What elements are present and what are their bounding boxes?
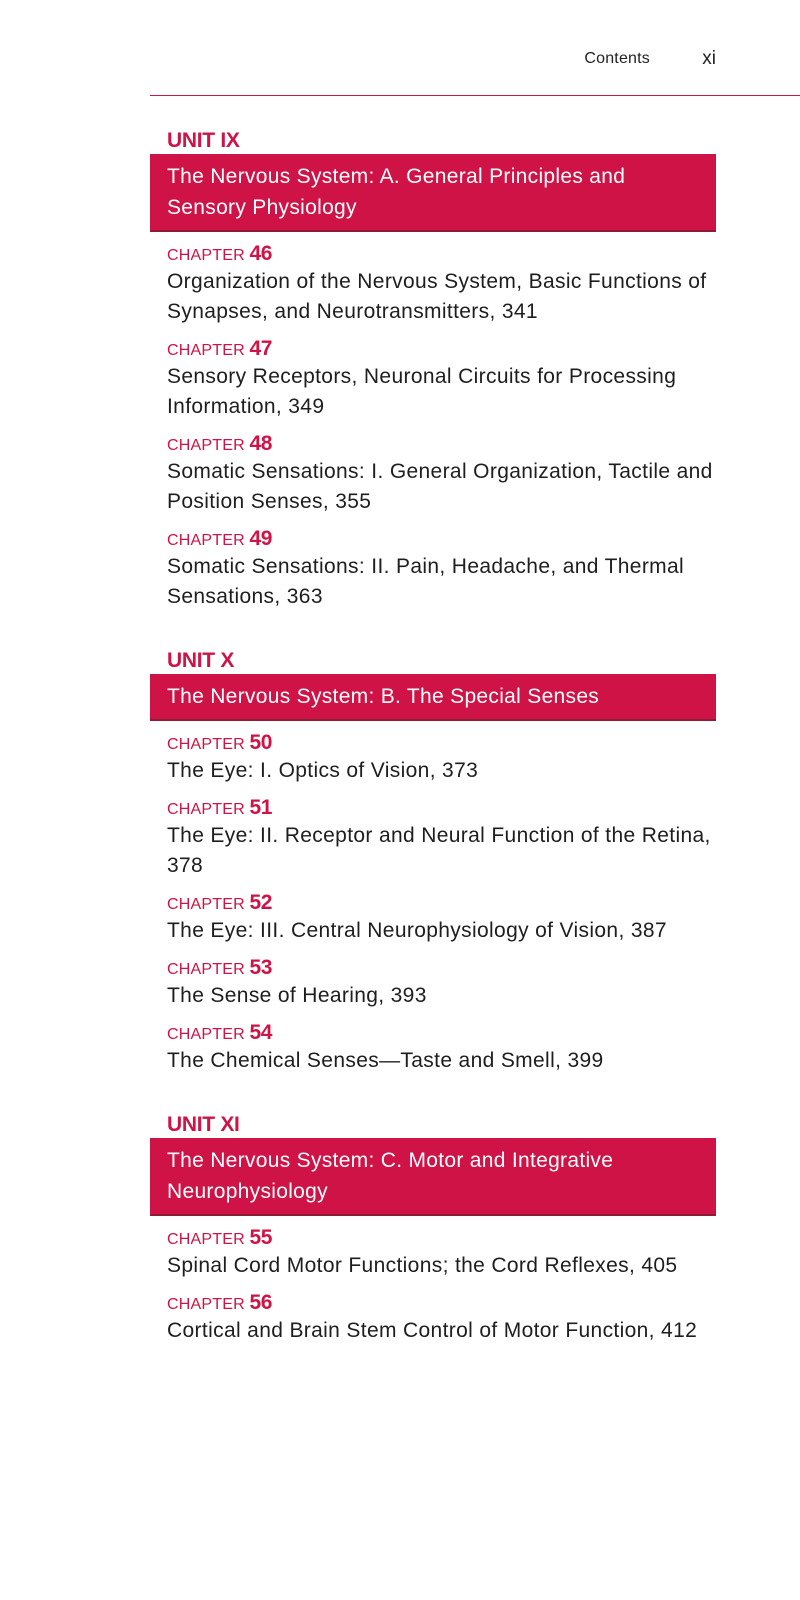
chapter-heading [167, 957, 716, 981]
chapter-heading [167, 892, 716, 916]
chapter-prefix: CHAPTER [167, 1026, 245, 1043]
chapter-entry[interactable] [150, 797, 716, 881]
chapter-title: The Eye: III. Central Neurophysiology of Vision, 387 [167, 919, 667, 942]
chapter-entry[interactable] [150, 1227, 716, 1281]
chapter-entry[interactable] [150, 732, 716, 786]
section-label: Contents [584, 50, 650, 67]
chapter-number: 46 [249, 242, 272, 265]
chapter-title: Spinal Cord Motor Functions; the Cord Reflexes, 405 [167, 1254, 678, 1277]
chapter-entry[interactable] [150, 528, 716, 612]
chapter-title: Organization of the Nervous System, Basic Functions of Synapses, and Neurotransmitters, 341 [167, 270, 707, 323]
unit-label: UNIT IX [167, 129, 240, 152]
running-head [150, 48, 716, 76]
unit-label: UNIT X [167, 649, 235, 672]
chapter-number: 51 [249, 796, 272, 819]
chapter-entry[interactable] [150, 892, 716, 946]
chapter-entry[interactable] [150, 1022, 716, 1076]
chapter-heading [167, 732, 716, 756]
unit-10 [150, 648, 716, 1076]
unit-label: UNIT XI [167, 1113, 240, 1136]
chapter-prefix: CHAPTER [167, 247, 245, 264]
chapter-prefix: CHAPTER [167, 801, 245, 818]
chapter-prefix: CHAPTER [167, 896, 245, 913]
unit-title-band: The Nervous System: B. The Special Senses [150, 674, 716, 719]
chapter-title: The Chemical Senses—Taste and Smell, 399 [167, 1049, 604, 1072]
chapter-title: Somatic Sensations: II. Pain, Headache, and Thermal Sensations, 363 [167, 555, 685, 608]
chapter-prefix: CHAPTER [167, 342, 245, 359]
page-number: xi [702, 48, 716, 69]
chapter-entry[interactable] [150, 243, 716, 327]
chapter-prefix: CHAPTER [167, 1231, 245, 1248]
chapter-entry[interactable] [150, 1292, 716, 1346]
chapter-entry[interactable] [150, 338, 716, 422]
chapter-number: 54 [249, 1021, 272, 1044]
chapter-number: 56 [249, 1291, 272, 1314]
chapter-entry[interactable] [150, 433, 716, 517]
chapter-title: Cortical and Brain Stem Control of Motor Function, 412 [167, 1319, 698, 1342]
unit-9 [150, 128, 716, 612]
unit-11 [150, 1112, 716, 1346]
chapter-number: 49 [249, 527, 272, 550]
chapter-heading [167, 528, 716, 552]
chapter-heading [167, 1022, 716, 1046]
chapter-number: 53 [249, 956, 272, 979]
chapter-number: 47 [249, 337, 272, 360]
chapter-title: The Eye: I. Optics of Vision, 373 [167, 759, 479, 782]
chapter-heading [167, 433, 716, 457]
chapter-title: The Sense of Hearing, 393 [167, 984, 427, 1007]
chapter-heading [167, 797, 716, 821]
chapter-title: Somatic Sensations: I. General Organization, Tactile and Position Senses, 355 [167, 460, 713, 513]
chapter-prefix: CHAPTER [167, 1296, 245, 1313]
chapter-heading [167, 1227, 716, 1251]
chapter-entry[interactable] [150, 957, 716, 1011]
chapter-prefix: CHAPTER [167, 961, 245, 978]
chapter-number: 52 [249, 891, 272, 914]
header-rule [150, 95, 800, 96]
chapter-number: 48 [249, 432, 272, 455]
chapter-heading [167, 243, 716, 267]
chapter-number: 50 [249, 731, 272, 754]
chapter-heading [167, 338, 716, 362]
unit-title-band: The Nervous System: C. Motor and Integrative Neurophysiology [150, 1138, 716, 1214]
chapter-heading [167, 1292, 716, 1316]
chapter-title: The Eye: II. Receptor and Neural Function of the Retina, 378 [167, 824, 711, 877]
chapter-number: 55 [249, 1226, 272, 1249]
chapter-title: Sensory Receptors, Neuronal Circuits for Processing Information, 349 [167, 365, 677, 418]
chapter-prefix: CHAPTER [167, 532, 245, 549]
unit-title-band: The Nervous System: A. General Principles and Sensory Physiology [150, 154, 716, 230]
chapter-prefix: CHAPTER [167, 437, 245, 454]
chapter-prefix: CHAPTER [167, 736, 245, 753]
table-of-contents [150, 128, 716, 1382]
